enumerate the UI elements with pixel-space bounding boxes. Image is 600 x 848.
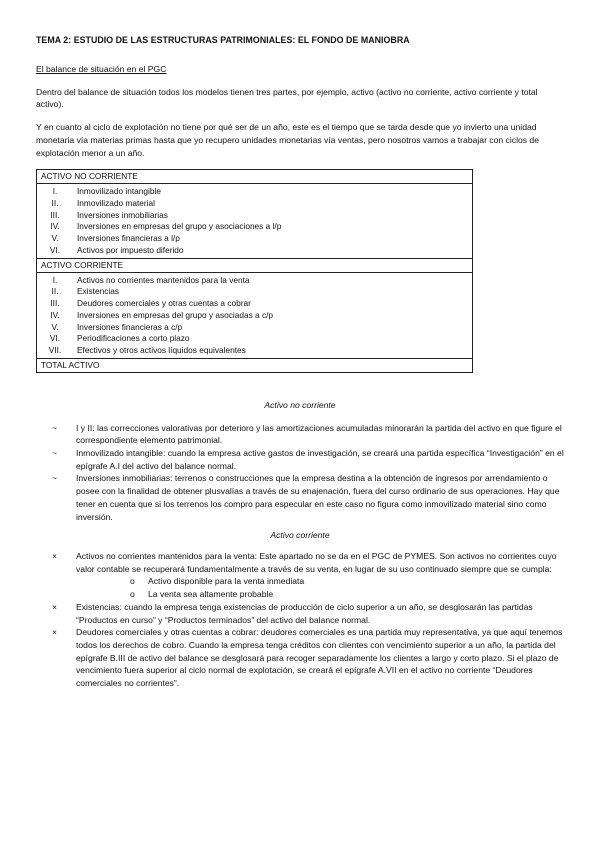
table-row: VI. Periodificaciones a corto plazo [49,333,190,344]
tilde-bullet-icon: ~ [52,422,58,433]
ac-header: ACTIVO CORRIENTE [37,258,473,272]
table-row: IV. Inversiones en empresas del grupo y asociadas a c/p [50,309,274,320]
cross-bullet-icon: × [52,601,58,612]
section-subtitle: El balance de situación en el PGC [36,64,167,75]
table-row: III. Inversiones inmobiliarias [50,209,168,220]
table-row: I. Activos no corrientes mantenidos para la venta [52,274,250,285]
sub-list [76,575,564,600]
total-activo: TOTAL ACTIVO [37,359,473,373]
circle-bullet-icon: o [130,589,135,600]
ac-bullet-list [36,550,564,690]
table-row: I. Inmovilizado intangible [52,186,161,197]
list-item: ~ Inmovilizado intangible: cuando la empresa active gastos de investigación, se creará una partida específica “Investigación” en el epígrafe A.I del activo del balance normal. [52,447,564,471]
circle-bullet-icon: o [130,576,135,587]
document-title: TEMA 2: ESTUDIO DE LAS ESTRUCTURAS PATRIMONIALES: EL FONDO DE MANIOBRA [36,35,410,45]
table-row: III. Deudores comerciales y otras cuentas a cobrar [50,298,251,309]
table-row: IV. Inversiones en empresas del grupo y asociaciones a l/p [50,221,282,232]
anc-bullet-list [36,422,564,524]
sub-list-item: o Activo disponible para la venta inmediata [130,576,305,587]
table-row: II. Existencias [51,286,119,297]
tilde-bullet-icon: ~ [52,473,58,484]
ac-group [37,272,473,358]
list-item: × Deudores comerciales y otras cuentas a cobrar: deudores comerciales es una partida muy representativa, ya que aquí tenemos todos los derechos de cobro. Cuando la empresa tenga créditos con clientes con vencimiento superior a un año, la partida del epígrafe B.III de activo del balance se desglosará para recoger separadamente los clientes a largo y corto plazo. Si el plazo de vencimiento fuera superior al ciclo normal de explotación, se creará el epígrafe A.VII en el activo no corriente “Deudores comerciales no corrientes”. [52,627,563,689]
table-row: II. Inmovilizado material [51,197,155,208]
sub-list-item: o La venta sea altamente probable [130,589,274,600]
list-item: × Activos no corrientes mantenidos para la venta: Este apartado no se da en el PGC de PYMES. Son activos no corrientes cuyo valor contable se recuperará fundamentalmente a través de su venta, en lugar de su uso continuado siempre que se cumpla: o Activo disponible para la venta inmediata o La venta sea altamente probable [36,550,564,601]
anc-section-title: Activo no corriente [264,399,336,410]
document-page [36,34,564,690]
table-row: VI. Activos por impuesto diferido [49,245,184,256]
list-item: ~ Inversiones inmobiliarias: terrenos o construcciones que la empresa destina a la obtención de ingresos por arrendamiento o posee con la finalidad de obtener plusvalías a través de su enajenación, fuera del curso ordinario de sus operaciones. Hay que tener en cuenta que si los terrenos los compro para especular en este caso no figura como inmovilizado material sino como inversión. [52,473,560,522]
paragraph-intro: Dentro del balance de situación todos los modelos tienen tres partes, por ejemplo, activo (activo no corriente, activo corriente y total activo). [36,86,538,110]
list-item: ~ I y II: las correcciones valorativas por deterioro y las amortizaciones acumuladas minorarán la partida del activo en que figure el correspondiente elemento patrimonial. [52,422,562,446]
tilde-bullet-icon: ~ [52,447,58,458]
cross-bullet-icon: × [52,627,58,638]
cross-bullet-icon: × [52,551,58,562]
anc-group [37,184,473,259]
ac-section-title: Activo corriente [270,530,330,541]
anc-header: ACTIVO NO CORRIENTE [37,170,473,184]
list-item: × Existencias: cuando la empresa tenga existencias de producción de ciclo superior a un año, se desglosarán las partidas “Productos en curso” y “Productos terminados” del activo del balance normal. [52,601,533,625]
table-row: VII. Efectivos y otros activos líquidos equivalentes [48,345,246,356]
table-row: V. Inversiones financieras a c/p [51,321,183,332]
paragraph-cycle: Y en cuanto al ciclo de explotación no tiene por qué ser de un año, este es el tiempo que se tarda desde que yo invierto una unidad monetaria vía materias primas hasta que yo recupero unidades monetarias vía ventas, pero nosotros vamos a trabajar con ciclos de explotación menor a un año. [36,122,539,158]
balance-table [36,169,473,373]
table-row: V. Inversiones financieras a l/p [51,233,180,244]
